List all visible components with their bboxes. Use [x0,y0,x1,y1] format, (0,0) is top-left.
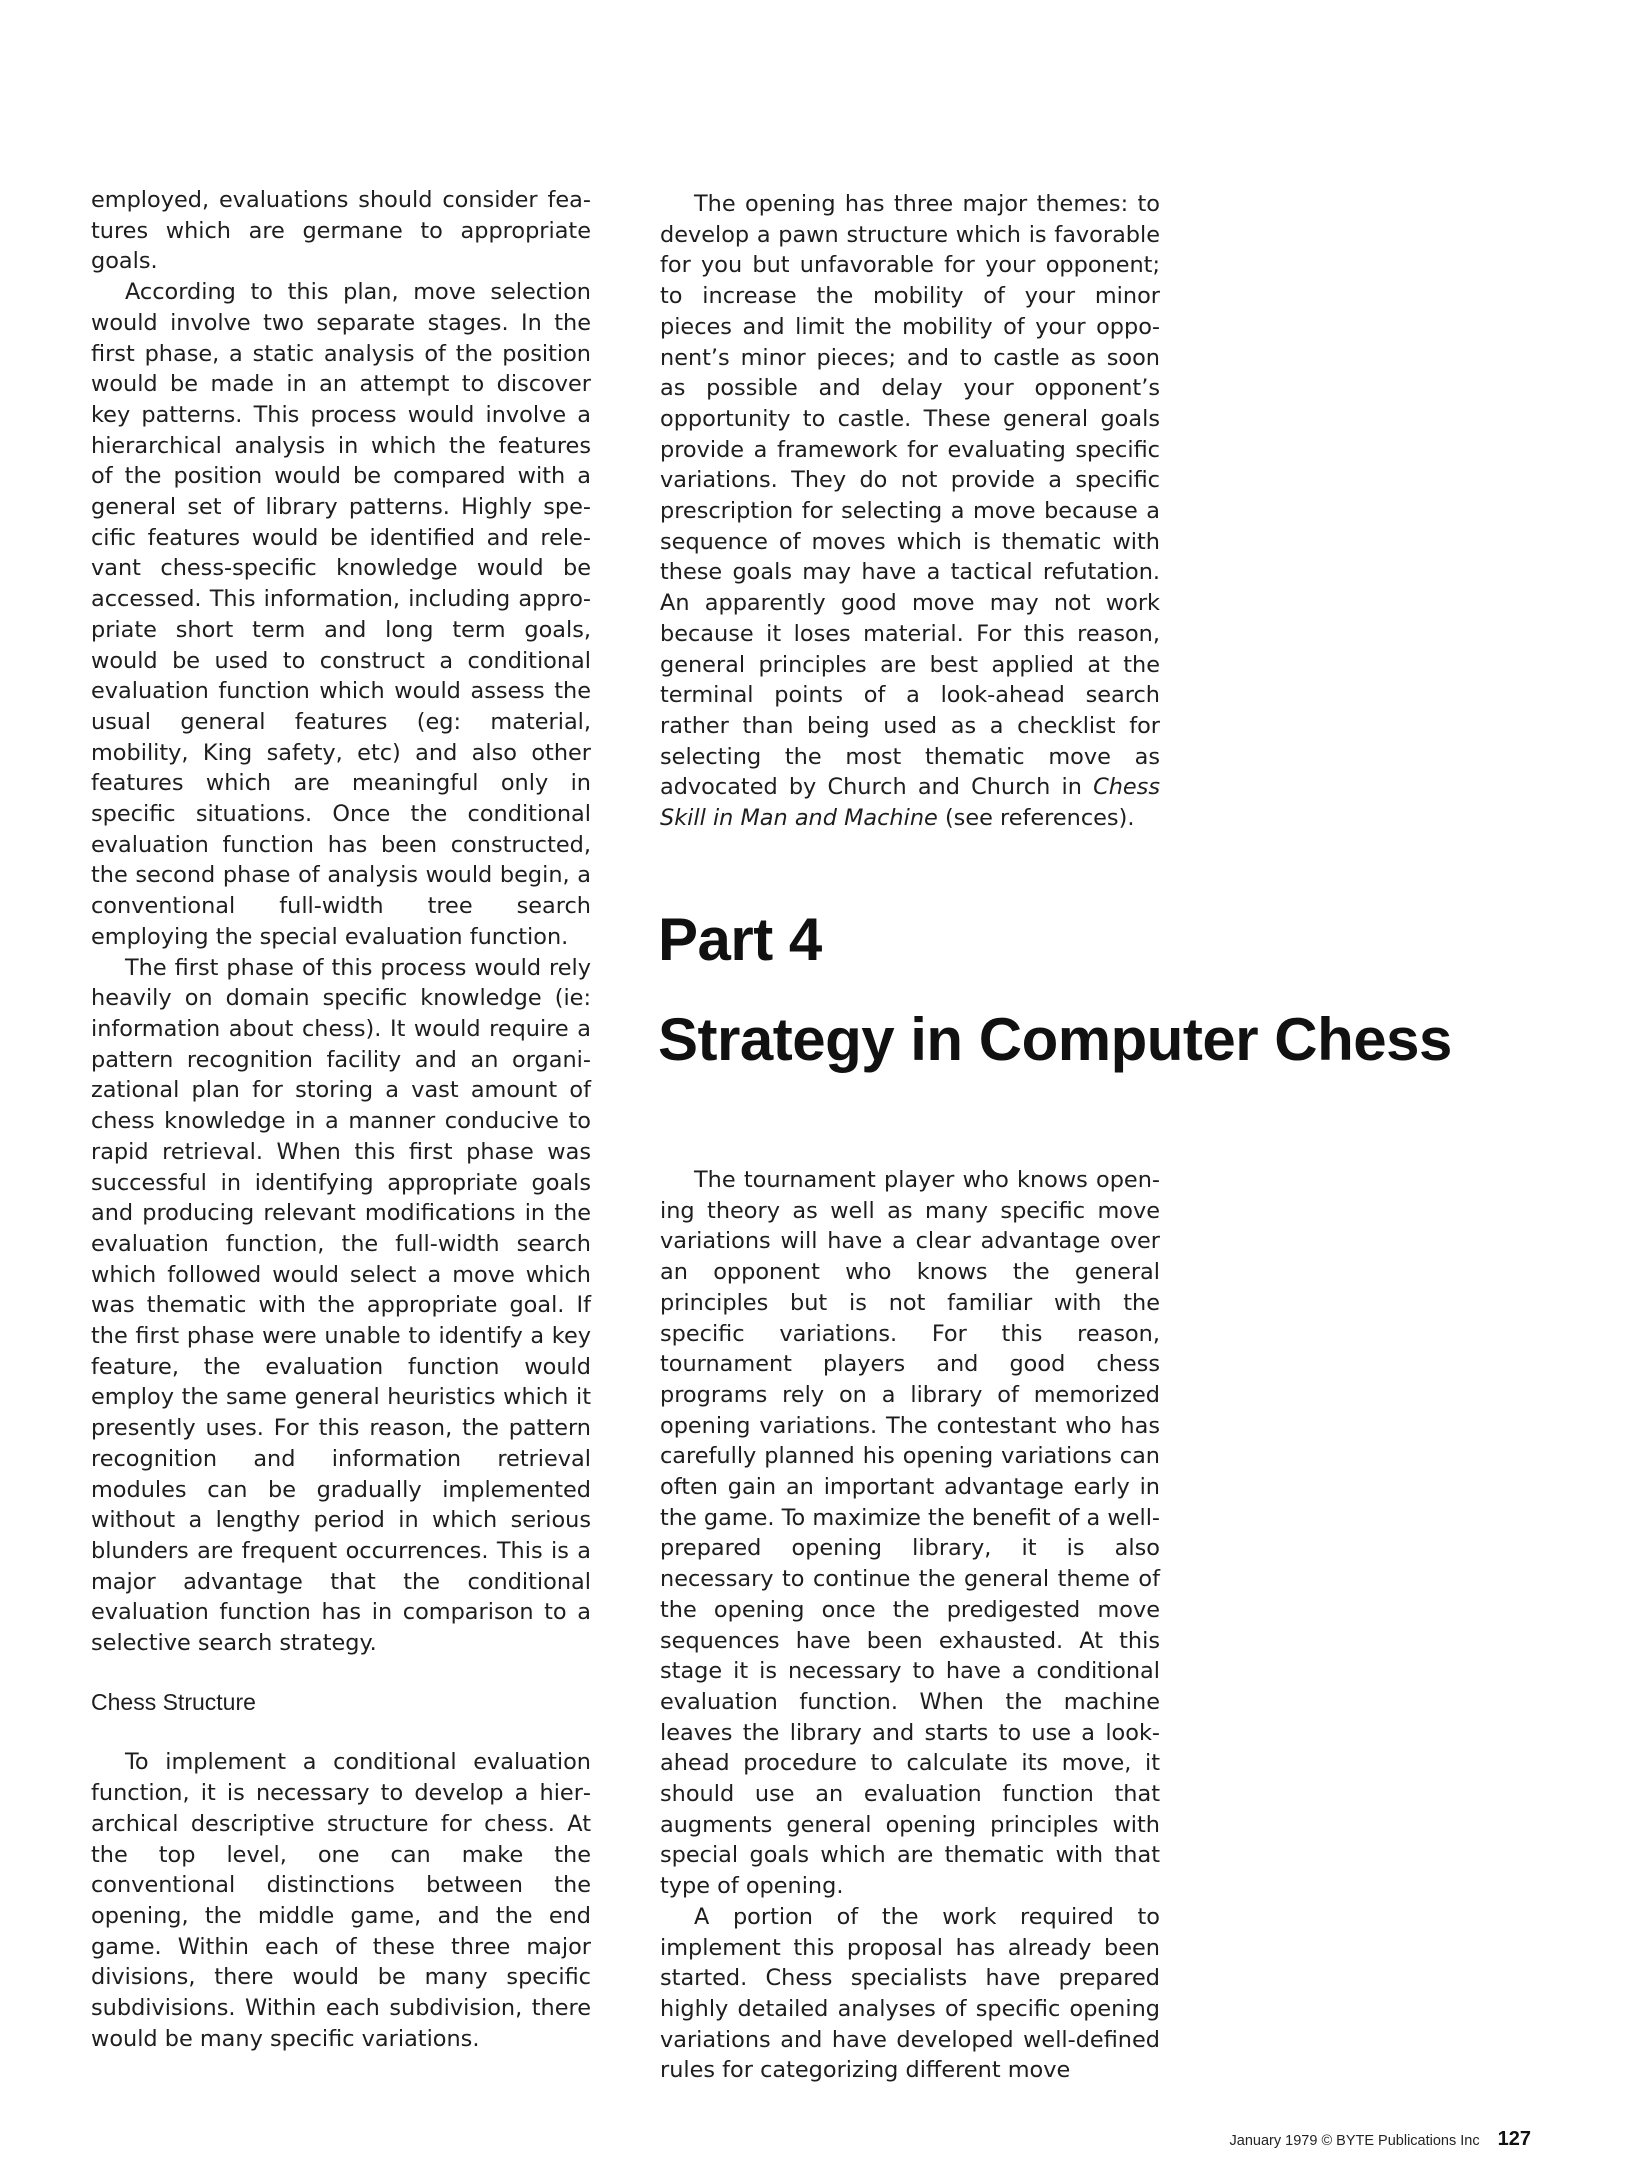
paragraph-text: The opening has three major themes: to develop a pawn structure which is favorable for you but unfavorable for your opponent; to increase the mobility of your minor pieces and limit the mobility of your opponent’s minor pieces; and to castle as soon as possible and delay your opponent’s opportunity to castle. These general goals provide a framework for evaluating specific variations. They do not provide a specific prescription for selecting a move because a sequence of moves which is thematic with these goals may have a tactical refutation. An apparently good move may not work because it loses material. For this reason, general principles are best applied at the terminal points of a look-ahead search rather than being used as a checklist for selecting the most thematic move as advocated by Church and Church in [660,191,1160,801]
paragraph-tail: (see references). [944,805,1135,832]
left-column [91,185,591,2054]
footer-credit: January 1979 © BYTE Publications Inc [1229,2133,1480,2149]
paragraph: The tournament player who knows opening theory as well as many specific move variations will have a clear advantage over an opponent who knows the general principles but is not familiar with the specific variations. For this reason, tournament players and good chess programs rely on a library of memorized opening variations. The contestant who has carefully planned his opening variations can often gain an important advantage early in the game. To maximize the benefit of a well-prepared opening library, it is also necessary to continue the general theme of the opening once the predigested move sequences have been exhausted. At this stage it is necessary to have a conditional evaluation function. When the machine leaves the library and starts to use a look-ahead procedure to calculate its move, it should use an evaluation function that augments general opening principles with special goals which are thematic with that type of opening. [660,1167,1160,1900]
article-title: Strategy in Computer Chess [658,1006,1452,1073]
page-footer [1230,2128,1531,2151]
part-label: Part 4 [658,906,822,973]
paragraph: employed, evaluations should consider features which are germane to appropriate goals. [91,187,591,275]
paragraph: To implement a conditional evaluation function, it is necessary to develop a hierarchical descriptive structure for chess. At the top level, one can make the conventional distinctions between the opening, the middle game, and the end game. Within each of these three major divisions, there would be many specific subdivisions. Within each subdivision, there would be many specific variations. [91,1749,591,2052]
right-column-top [660,189,1160,834]
paragraph [660,189,1160,834]
page-number: 127 [1497,2128,1531,2150]
paragraph: The first phase of this process would rely heavily on domain specific knowledge (ie: information about chess). It would require a pattern recognition facility and an organizational plan for storing a vast amount of chess knowledge in a manner conducive to rapid retrieval. When this first phase was successful in identifying appropriate goals and producing relevant modifications in the evaluation function, the full-width search which followed would select a move which was thematic with the appropriate goal. If the first phase were unable to identify a key feature, the evaluation function would employ the same general heuristics which it presently uses. For this reason, the pattern recognition and information retrieval modules can be gradually implemented without a lengthy period in which serious blunders are frequent occurrences. This is a major advantage that the conditional evaluation function has in comparison to a selective search strategy. [91,954,591,1657]
paragraph: A portion of the work required to implement this proposal has already been started. Chess specialists have prepared highly detailed analyses of specific opening variations and have developed well-defined rules for categorizing different move [660,1903,1160,2084]
right-column-bottom [660,1165,1160,2086]
book-title: Chess Skill in Man and Machine [660,774,1160,832]
paragraph: According to this plan, move selection would involve two separate stages. In the first phase, a static analysis of the position would be made in an attempt to discover key patterns. This process would involve a hierarchical analysis in which the features of the position would be compared with a general set of library patterns. Highly specific features would be identified and relevant chess-specific knowledge would be accessed. This information, including appropriate short term and long term goals, would be used to construct a conditional evaluation function which would assess the usual general features (eg: material, mobility, King safety, etc) and also other features which are meaningful only in specific situations. Once the conditional evaluation function has been constructed, the second phase of analysis would begin, a conventional full-width tree search employing the special evaluation function. [91,279,591,950]
section-subheading: Chess Structure [91,1688,256,1715]
